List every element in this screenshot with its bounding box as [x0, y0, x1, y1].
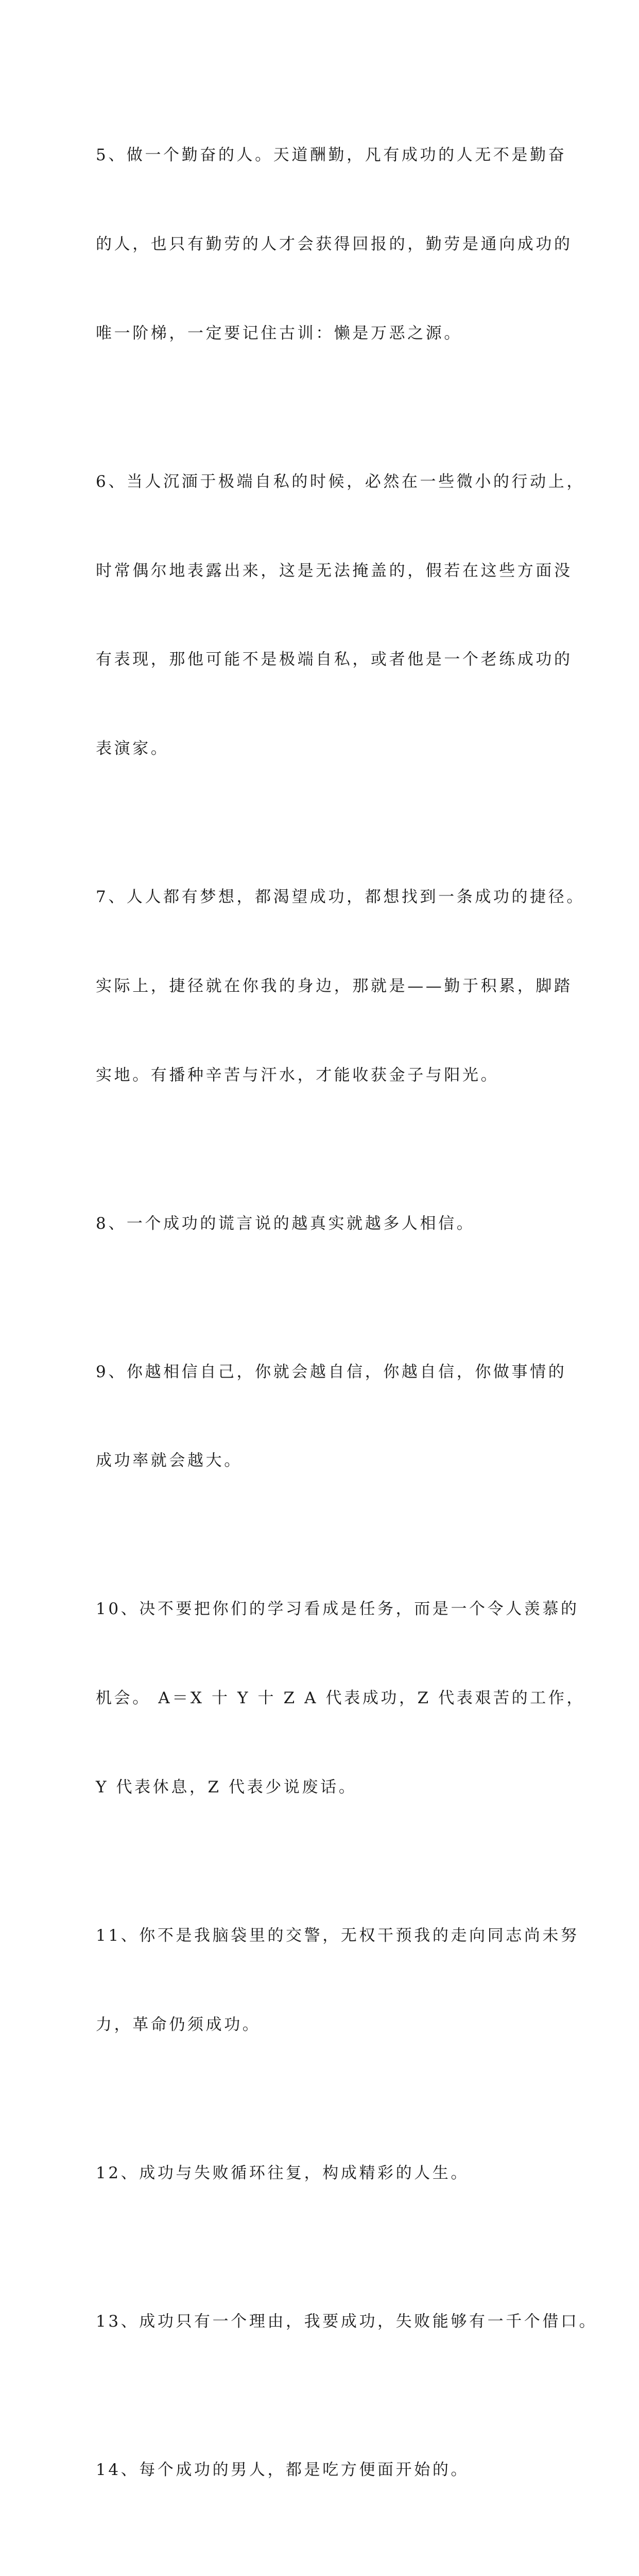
paragraph-12: [96, 2099, 549, 2247]
paragraph-13: [96, 2247, 598, 2396]
paragraph-10: [96, 1535, 585, 1862]
text-line: 成功率就会越大。: [96, 1451, 243, 1470]
text-line: 实地。有播种辛苦与汗水，才能收获金子与阳光。: [96, 1065, 499, 1084]
text-line: 6、当人沉湎于极端自私的时候，必然在一些微小的行动上，: [96, 472, 585, 491]
text-line: 力，革命仍须成功。: [96, 2015, 261, 2034]
text-line: 的人，也只有勤劳的人才会获得回报的，勤劳是通向成功的: [96, 234, 573, 253]
text-line: 9、你越相信自己，你就会越自信，你越自信，你做事情的: [96, 1362, 567, 1381]
text-line: 机会。 A＝X 十 Y 十 Z A 代表成功，Z 代表艰苦的工作，: [96, 1689, 585, 1708]
text-line: Y 代表休息，Z 代表少说废话。: [96, 1777, 357, 1797]
paragraph-11: [96, 1862, 579, 2099]
text-line: 实际上，捷径就在你我的身边，那就是——勤于积累，脚踏: [96, 976, 573, 995]
paragraph-8: [96, 1149, 549, 1298]
text-line: 12、成功与失败循环往复，构成精彩的人生。: [96, 2163, 470, 2182]
document-page: [96, 81, 598, 2576]
paragraph-14: [96, 2396, 549, 2544]
text-line: 10、决不要把你们的学习看成是任务，而是一个令人羡慕的: [96, 1600, 579, 1619]
text-line: 唯一阶梯，一定要记住古训：懒是万恶之源。: [96, 324, 462, 343]
paragraph-7: [96, 823, 585, 1150]
text-line: 13、成功只有一个理由，我要成功，失败能够有一千个借口。: [96, 2312, 598, 2331]
paragraph-9: [96, 1298, 567, 1535]
text-line: 时常偶尔地表露出来，这是无法掩盖的，假若在这些方面没: [96, 561, 573, 580]
text-line: 8、一个成功的谎言说的越真实就越多人相信。: [96, 1214, 475, 1233]
paragraph-15: [96, 2544, 549, 2576]
text-line: 有表现，那他可能不是极端自私，或者他是一个老练成功的: [96, 650, 573, 669]
text-line: 14、每个成功的男人，都是吃方便面开始的。: [96, 2460, 470, 2479]
text-line: 11、你不是我脑袋里的交警，无权干预我的走向同志尚未努: [96, 1926, 579, 1945]
paragraph-5: [96, 81, 573, 408]
text-line: 表演家。: [96, 739, 169, 758]
text-line: 7、人人都有梦想，都渴望成功，都想找到一条成功的捷径。: [96, 888, 585, 907]
text-line: 5、做一个勤奋的人。天道酬勤，凡有成功的人无不是勤奋: [96, 146, 567, 165]
paragraph-6: [96, 408, 585, 823]
